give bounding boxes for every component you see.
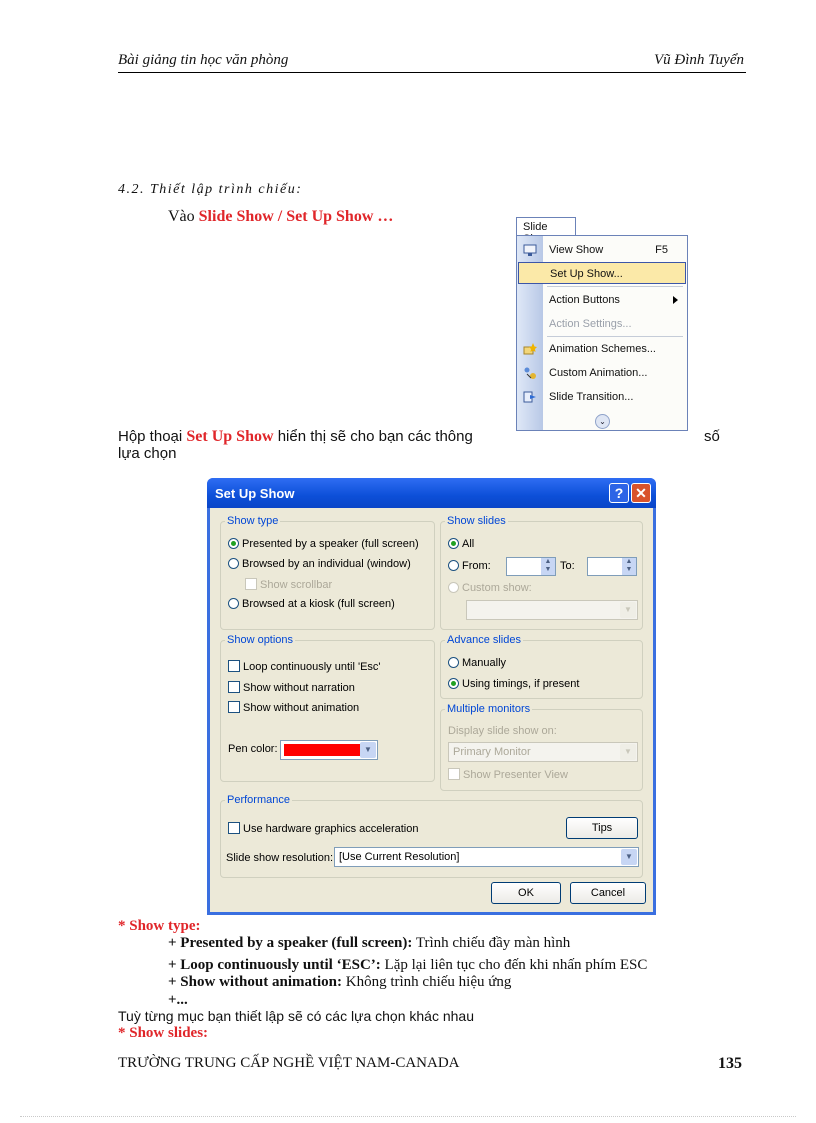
resolution-label: Slide show resolution: <box>226 852 334 864</box>
menu-item-label: Action Settings... <box>549 318 632 330</box>
option-label: Use hardware graphics acceleration <box>243 823 419 835</box>
option-label: Custom show: <box>462 582 532 594</box>
option-using-timings[interactable] <box>448 678 579 690</box>
checkbox-icon <box>228 701 240 713</box>
radio-selected-icon <box>448 538 459 549</box>
dialog-intro-prefix: Hộp thoại <box>118 428 187 445</box>
list-item <box>168 935 570 952</box>
resolution-value: [Use Current Resolution] <box>339 851 460 863</box>
menu-tab-slide-show[interactable]: Slide <box>516 217 576 236</box>
star-icon <box>523 342 537 356</box>
option-label: Browsed at a kiosk (full screen) <box>242 598 395 610</box>
menu-item-label: Slide Transition... <box>549 391 634 403</box>
expand-chevron-icon[interactable]: ⌄ <box>595 414 610 429</box>
list-item <box>168 957 647 974</box>
radio-icon <box>448 560 459 571</box>
show-slides-legend: Show slides <box>447 515 506 527</box>
menu-item-label: View Show <box>549 244 604 256</box>
option-from[interactable] <box>448 560 491 572</box>
menu-separator <box>547 336 683 337</box>
show-type-heading: * Show type: <box>118 918 201 934</box>
header-rule <box>118 72 746 73</box>
tips-button[interactable]: Tips <box>566 817 638 839</box>
show-type-group <box>220 515 435 630</box>
help-button[interactable]: ? <box>609 483 629 503</box>
menu-item-slide-transition[interactable] <box>518 386 686 408</box>
submenu-arrow-icon <box>673 296 678 304</box>
option-manually[interactable] <box>448 657 506 669</box>
option-label: Loop continuously until 'Esc' <box>243 661 381 673</box>
radio-selected-icon <box>228 538 239 549</box>
option-label: Manually <box>462 657 507 669</box>
transition-icon <box>523 390 537 404</box>
to-spinner[interactable] <box>587 557 637 576</box>
display-on-label: Display slide show on: <box>448 725 557 737</box>
menu-item-view-show[interactable] <box>518 239 686 261</box>
intro-line <box>168 208 393 226</box>
monitor-dropdown <box>448 742 638 762</box>
item-term: + Show without animation: <box>168 974 342 990</box>
dialog-titlebar[interactable] <box>207 478 656 508</box>
checkbox-icon <box>245 578 257 590</box>
close-button[interactable]: ✕ <box>631 483 651 503</box>
monitor-value: Primary Monitor <box>453 746 531 758</box>
chevron-down-icon: ▼ <box>620 744 636 760</box>
option-presented-by-speaker[interactable] <box>228 538 419 550</box>
option-label: Show without narration <box>243 682 355 694</box>
list-item <box>168 974 511 991</box>
option-browsed-at-kiosk[interactable] <box>228 598 395 610</box>
pen-color-swatch <box>284 744 360 756</box>
item-desc: Không trình chiếu hiệu ứng <box>342 974 512 990</box>
checkbox-without-narration[interactable] <box>228 681 355 694</box>
intro-prefix: Vào <box>168 208 199 225</box>
option-label: All <box>462 538 475 550</box>
dialog-intro-end: số <box>704 428 720 445</box>
chevron-down-icon: ▼ <box>620 602 636 618</box>
menu-shortcut: F5 <box>655 244 668 256</box>
checkbox-hardware-acceleration[interactable] <box>228 822 418 835</box>
checkbox-icon <box>448 768 460 780</box>
menu-item-label: Animation Schemes... <box>549 343 656 355</box>
option-label: Using timings, if present <box>462 678 580 690</box>
checkbox-show-scrollbar <box>245 578 332 591</box>
dialog-intro-line2: lựa chọn <box>118 445 177 462</box>
menu-item-animation-schemes[interactable] <box>518 338 686 360</box>
intro-command: Slide Show / Set Up Show … <box>198 208 394 225</box>
item-desc: Trình chiếu đầy màn hình <box>412 935 571 951</box>
chevron-down-icon[interactable]: ▼ <box>360 742 376 758</box>
footer-school: TRƯỜNG TRUNG CẤP NGHỀ VIỆT NAM-CANADA <box>118 1055 460 1071</box>
option-all-slides[interactable] <box>448 538 474 550</box>
menu-item-label: Set Up Show... <box>550 268 623 280</box>
option-label: From: <box>462 560 491 572</box>
menu-body <box>516 235 688 431</box>
show-type-legend: Show type <box>227 515 279 527</box>
section-heading: 4.2. Thiết lập trình chiếu: <box>118 182 303 197</box>
checkbox-icon <box>228 822 240 834</box>
custom-animation-icon <box>523 366 537 380</box>
checkbox-without-animation[interactable] <box>228 701 359 714</box>
from-spinner[interactable] <box>506 557 556 576</box>
projector-icon <box>523 243 537 257</box>
item-desc: Lặp lại liên tục cho đến khi nhấn phím ESC <box>380 957 648 973</box>
option-label: Show Presenter View <box>463 769 568 781</box>
checkbox-icon <box>228 681 240 693</box>
option-label: Browsed by an individual (window) <box>242 558 411 570</box>
item-term: + Presented by a speaker (full screen): <box>168 935 413 951</box>
dialog-intro-middle: hiển thị sẽ cho bạn các thông <box>273 428 473 445</box>
pen-color-picker[interactable] <box>280 740 378 760</box>
option-label: Show without animation <box>243 702 360 714</box>
menu-item-action-settings <box>518 313 686 335</box>
set-up-show-dialog <box>207 478 656 915</box>
menu-item-set-up-show[interactable] <box>518 262 686 284</box>
option-label: Show scrollbar <box>260 579 333 591</box>
show-options-legend: Show options <box>227 634 294 646</box>
page-number: 135 <box>718 1055 742 1072</box>
cancel-button[interactable]: Cancel <box>570 882 646 904</box>
item-term: +... <box>168 992 188 1008</box>
to-label: To: <box>560 560 575 572</box>
slide-show-menu <box>516 217 688 431</box>
note-text: Tuỳ từng mục bạn thiết lập sẽ có các lựa chọn khác nhau <box>118 1008 474 1024</box>
item-term: + Loop continuously until ‘ESC’: <box>168 957 381 973</box>
list-item <box>168 992 188 1009</box>
custom-show-dropdown <box>466 600 638 620</box>
resolution-dropdown[interactable] <box>334 847 639 867</box>
page-edge-divider <box>20 1116 796 1117</box>
pen-color-label: Pen color: <box>228 743 278 755</box>
header-left: Bài giảng tin học văn phòng <box>118 52 289 68</box>
dialog-intro-name: Set Up Show <box>186 428 274 445</box>
option-custom-show <box>448 582 532 594</box>
ok-button[interactable]: OK <box>491 882 561 904</box>
multiple-monitors-legend: Multiple monitors <box>447 703 531 715</box>
menu-item-label: Custom Animation... <box>549 367 648 379</box>
spinner-arrows-icon[interactable]: ▲ ▼ <box>622 558 636 575</box>
radio-selected-icon <box>448 678 459 689</box>
radio-icon <box>448 582 459 593</box>
dialog-body <box>210 508 653 912</box>
spinner-arrows-icon[interactable]: ▲ ▼ <box>541 558 555 575</box>
advance-slides-legend: Advance slides <box>447 634 521 646</box>
performance-legend: Performance <box>227 794 290 806</box>
checkbox-loop-continuously[interactable] <box>228 660 381 673</box>
header-right: Vũ Đình Tuyển <box>654 52 744 68</box>
show-slides-heading: * Show slides: <box>118 1025 209 1041</box>
checkbox-presenter-view <box>448 768 568 781</box>
menu-separator <box>547 286 683 287</box>
dialog-intro-line1 <box>118 428 473 445</box>
menu-item-label: Action Buttons <box>549 294 620 306</box>
checkbox-icon <box>228 660 240 672</box>
option-label: Presented by a speaker (full screen) <box>242 538 419 550</box>
chevron-down-icon[interactable]: ▼ <box>621 849 637 865</box>
radio-icon <box>228 558 239 569</box>
menu-item-custom-animation[interactable] <box>518 362 686 384</box>
dialog-title: Set Up Show <box>215 486 295 501</box>
option-browsed-by-individual[interactable] <box>228 558 411 570</box>
radio-icon <box>228 598 239 609</box>
menu-item-action-buttons[interactable] <box>518 289 686 311</box>
radio-icon <box>448 657 459 668</box>
